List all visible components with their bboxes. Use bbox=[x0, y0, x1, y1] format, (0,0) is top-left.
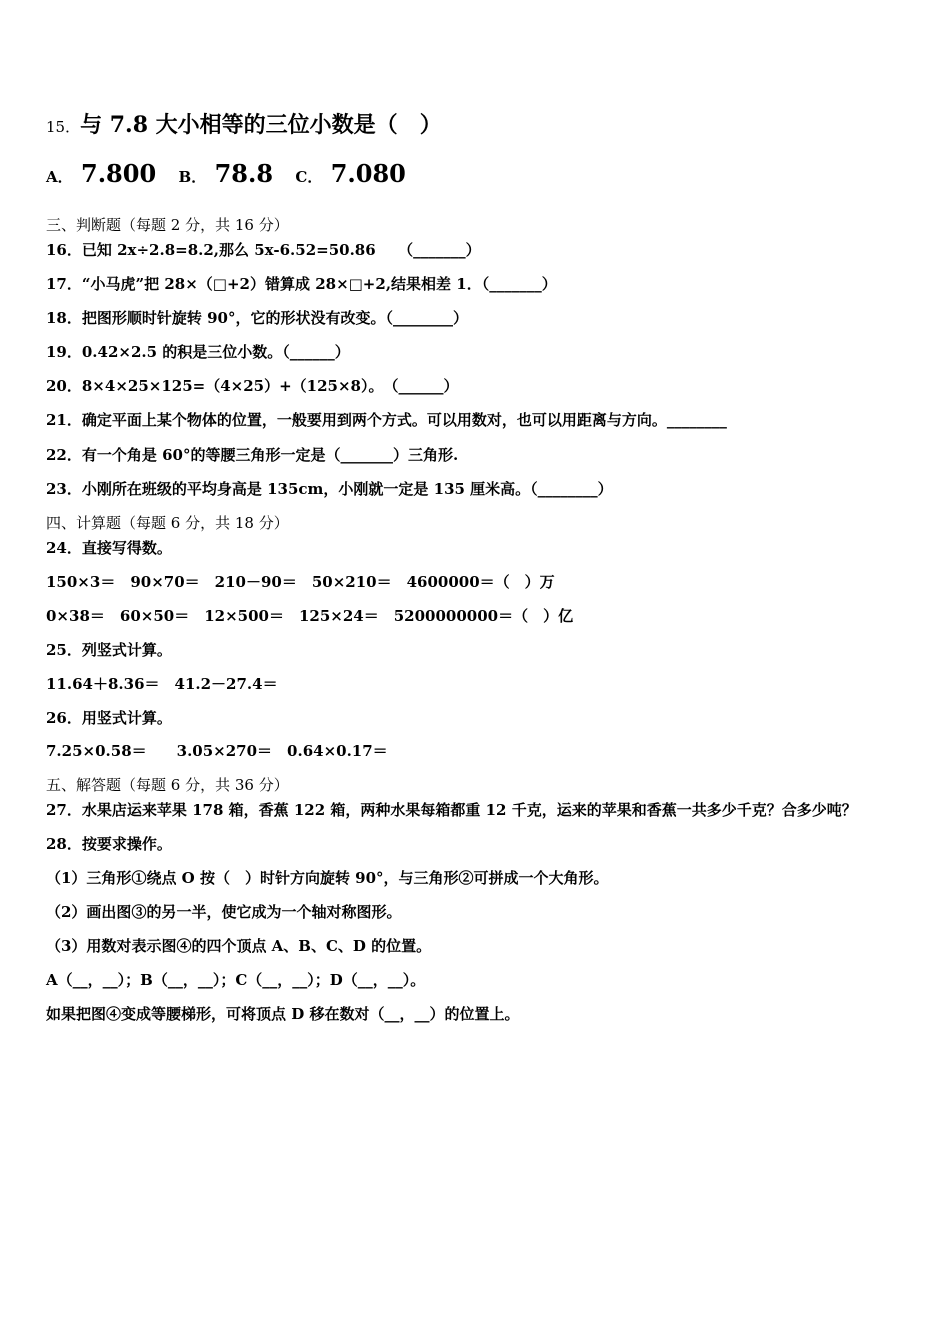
question-20: 20．8×4×25×125=（4×25）+（125×8）。 （______） bbox=[46, 377, 459, 395]
question-28-part-3: （3）用数对表示图④的四个顶点 A、B、C、D 的位置。 bbox=[46, 937, 432, 955]
question-15 bbox=[46, 112, 442, 140]
question-17: 17．“小马虎”把 28×（□+2）错算成 28×□+2,结果相差 1．（_______） bbox=[46, 275, 557, 293]
question-23: 23．小刚所在班级的平均身高是 135cm，小刚就一定是 135 厘米高。（________） bbox=[46, 480, 613, 498]
option-b-label: B． bbox=[178, 168, 207, 186]
question-26-row: 7.25×0.58＝ 3.05×270＝ 0.64×0.17＝ bbox=[46, 742, 388, 760]
question-number: 15． bbox=[46, 118, 81, 136]
question-18: 18．把图形顺时针旋转 90°，它的形状没有改变。（________） bbox=[46, 309, 468, 327]
question-28: 28．按要求操作。 bbox=[46, 835, 172, 853]
question-text: 与 7.8 大小相等的三位小数是（ ） bbox=[80, 112, 442, 138]
question-15-options bbox=[46, 160, 420, 191]
question-25-row: 11.64＋8.36＝ 41.2－27.4＝ bbox=[46, 675, 278, 693]
option-a-value: 7.800 bbox=[81, 159, 157, 188]
question-21: 21．确定平面上某个物体的位置，一般要用到两个方式。可以用数对，也可以用距离与方向。________ bbox=[46, 411, 727, 429]
option-a-label: A． bbox=[46, 168, 73, 186]
question-28-coordinates: A（__，__）；B（__，__）；C（__，__）；D（__，__）。 bbox=[46, 971, 426, 989]
question-24: 24．直接写得数。 bbox=[46, 539, 172, 557]
question-26: 26．用竖式计算。 bbox=[46, 709, 172, 727]
question-22: 22．有一个角是 60°的等腰三角形一定是（_______）三角形. bbox=[46, 446, 459, 464]
option-c-label: C． bbox=[295, 168, 323, 186]
question-28-part-1: （1）三角形①绕点 O 按（ ）时针方向旋转 90°，与三角形②可拼成一个大角形。 bbox=[46, 869, 609, 887]
section-heading-judgement: 三、判断题（每题 2 分，共 16 分） bbox=[46, 216, 289, 234]
question-28-trapezoid: 如果把图④变成等腰梯形，可将顶点 D 移在数对（__，__）的位置上。 bbox=[46, 1005, 520, 1023]
question-19: 19．0.42×2.5 的积是三位小数。（______） bbox=[46, 343, 350, 361]
section-heading-answers: 五、解答题（每题 6 分，共 36 分） bbox=[46, 776, 289, 794]
question-27: 27．水果店运来苹果 178 箱，香蕉 122 箱，两种水果每箱都重 12 千克，运来的苹果和香蕉一共多少千克？合多少吨？ bbox=[46, 801, 857, 819]
question-16: 16．已知 2x÷2.8=8.2,那么 5x-6.52=50.86 （_______） bbox=[46, 241, 481, 259]
option-c-value: 7.080 bbox=[330, 159, 406, 188]
question-24-row-1: 150×3＝ 90×70＝ 210－90＝ 50×210＝ 4600000＝（ ）万 bbox=[46, 573, 555, 591]
question-25: 25．列竖式计算。 bbox=[46, 641, 172, 659]
question-28-part-2: （2）画出图③的另一半，使它成为一个轴对称图形。 bbox=[46, 903, 402, 921]
section-heading-calculation: 四、计算题（每题 6 分，共 18 分） bbox=[46, 514, 289, 532]
option-b-value: 78.8 bbox=[214, 159, 274, 188]
question-24-row-2: 0×38＝ 60×50＝ 12×500＝ 125×24＝ 5200000000＝（ ）亿 bbox=[46, 607, 574, 625]
